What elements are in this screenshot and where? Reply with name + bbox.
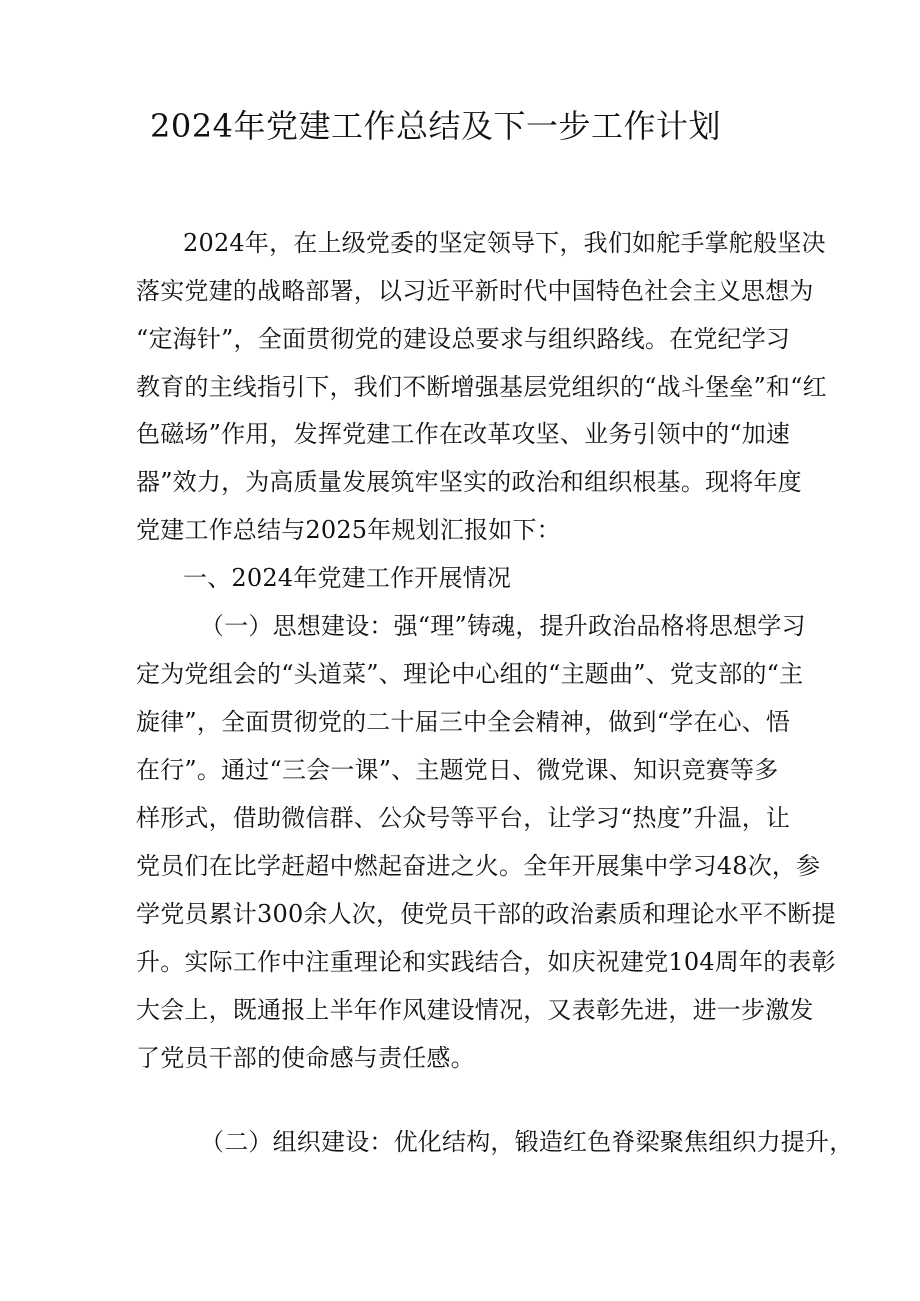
paragraph-line: 党建工作总结与2025年规划汇报如下： bbox=[136, 516, 561, 544]
paragraph-line: 色磁场”作用，发挥党建工作在改革攻坚、业务引领中的“加速 bbox=[136, 420, 791, 448]
paragraph-line: 旋律”，全面贯彻党的二十届三中全会精神，做到“学在心、悟 bbox=[136, 708, 791, 736]
paragraph-line: 在行”。通过“三会一课”、主题党日、微党课、知识竞赛等多 bbox=[136, 756, 779, 784]
paragraph-line: 定为党组会的“头道菜”、理论中心组的“主题曲”、党支部的“主 bbox=[136, 660, 804, 688]
section-heading: 一、2024年党建工作开展情况 bbox=[183, 564, 512, 592]
paragraph-line: 升。实际工作中注重理论和实践结合，如庆祝建党104周年的表彰 bbox=[136, 948, 836, 976]
document-title: 2024年党建工作总结及下一步工作计划 bbox=[150, 107, 721, 145]
paragraph-line: 器”效力，为高质量发展筑牢坚实的政治和组织根基。现将年度 bbox=[136, 468, 802, 496]
paragraph-line: 大会上，既通报上半年作风建设情况，又表彰先进，进一步激发 bbox=[136, 996, 814, 1024]
paragraph-line: 了党员干部的使命感与责任感。 bbox=[136, 1044, 475, 1072]
subsection-heading: （二）组织建设：优化结构，锻造红色脊梁聚焦组织力提升， bbox=[200, 1128, 854, 1156]
paragraph-line: 2024年，在上级党委的坚定领导下，我们如舵手掌舵般坚决 bbox=[183, 229, 826, 257]
paragraph-line: 学党员累计300余人次，使党员干部的政治素质和理论水平不断提 bbox=[136, 900, 836, 928]
paragraph-line: 样形式，借助微信群、公众号等平台，让学习“热度”升温，让 bbox=[136, 804, 791, 832]
paragraph-line: 教育的主线指引下，我们不断增强基层党组织的“战斗堡垒”和“红 bbox=[136, 373, 827, 401]
paragraph-line: “定海针”，全面贯彻党的建设总要求与组织路线。在党纪学习 bbox=[136, 325, 791, 353]
paragraph-line: 落实党建的战略部署，以习近平新时代中国特色社会主义思想为 bbox=[136, 277, 814, 305]
paragraph-line: 党员们在比学赶超中燃起奋进之火。全年开展集中学习48次，参 bbox=[136, 852, 821, 880]
subsection-heading: （一）思想建设：强“理”铸魂，提升政治品格将思想学习 bbox=[200, 612, 806, 640]
